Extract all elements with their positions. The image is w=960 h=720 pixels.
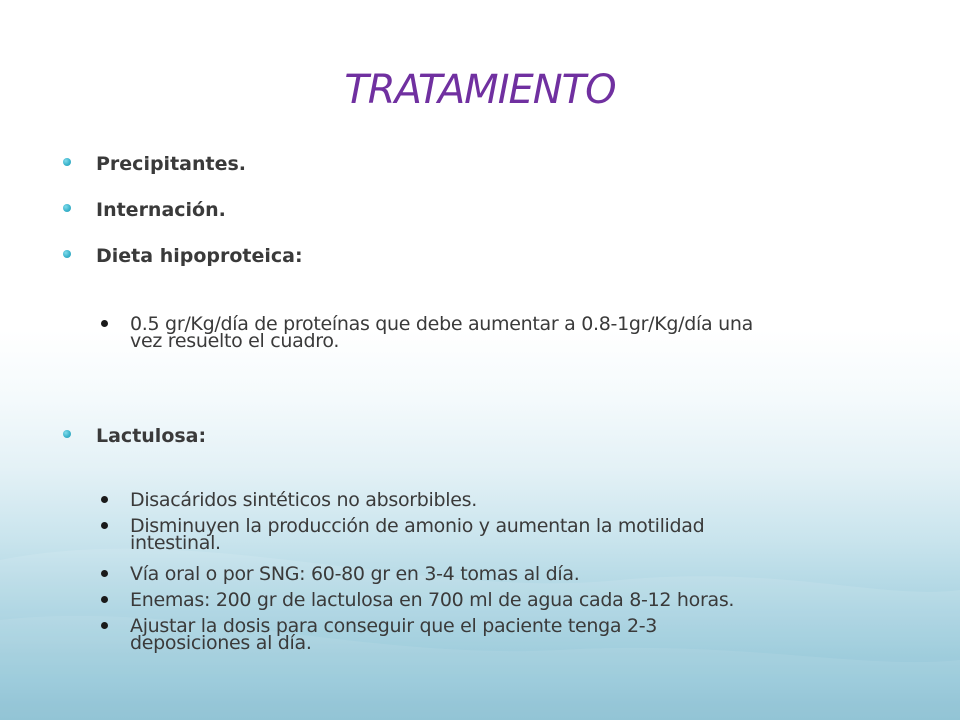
bullet-item-lactulosa: Lactulosa:: [96, 425, 207, 447]
sub-item-line: deposiciones al día.: [130, 632, 312, 654]
sub-item-enemas: [130, 589, 930, 611]
sub-item-line: Enemas: 200 gr de lactulosa en 700 ml de agua cada 8-12 horas.: [130, 589, 735, 611]
sub-item-disminuyen: [130, 515, 930, 554]
bullet-item-internacion: Internación.: [96, 199, 226, 221]
sub-item-line: Vía oral o por SNG: 60-80 gr en 3-4 tomas al día.: [130, 563, 580, 585]
sub-item-line: Disacáridos sintéticos no absorbibles.: [130, 489, 478, 511]
sub-item-disacaridos: [130, 489, 930, 511]
bullet-item-dieta: Dieta hipoproteica:: [96, 245, 303, 267]
sub-item-line: intestinal.: [130, 532, 221, 554]
sub-item-line: Disminuyen la producción de amonio y aumentan la motilidad: [130, 515, 705, 537]
sub-item-proteinas: [130, 313, 930, 352]
sub-bullet-icon: [101, 596, 108, 603]
bullet-icon: [63, 430, 71, 438]
sub-item-via-oral: [130, 563, 930, 585]
sub-bullet-icon: [101, 622, 108, 629]
bullet-icon: [63, 250, 71, 258]
sub-bullet-icon: [101, 320, 108, 327]
sub-bullet-icon: [101, 570, 108, 577]
sub-item-line: 0.5 gr/Kg/día de proteínas que debe aumentar a 0.8-1gr/Kg/día una: [130, 313, 753, 335]
sub-item-line: Ajustar la dosis para conseguir que el paciente tenga 2-3: [130, 615, 658, 637]
sub-bullet-icon: [101, 496, 108, 503]
sub-item-ajustar: [130, 615, 930, 654]
sub-bullet-icon: [101, 522, 108, 529]
bullet-item-precipitantes: Precipitantes.: [96, 153, 246, 175]
slide-title: TRATAMIENTO: [344, 67, 616, 113]
bullet-icon: [63, 158, 71, 166]
bullet-icon: [63, 204, 71, 212]
sub-item-line: vez resuelto el cuadro.: [130, 330, 340, 352]
